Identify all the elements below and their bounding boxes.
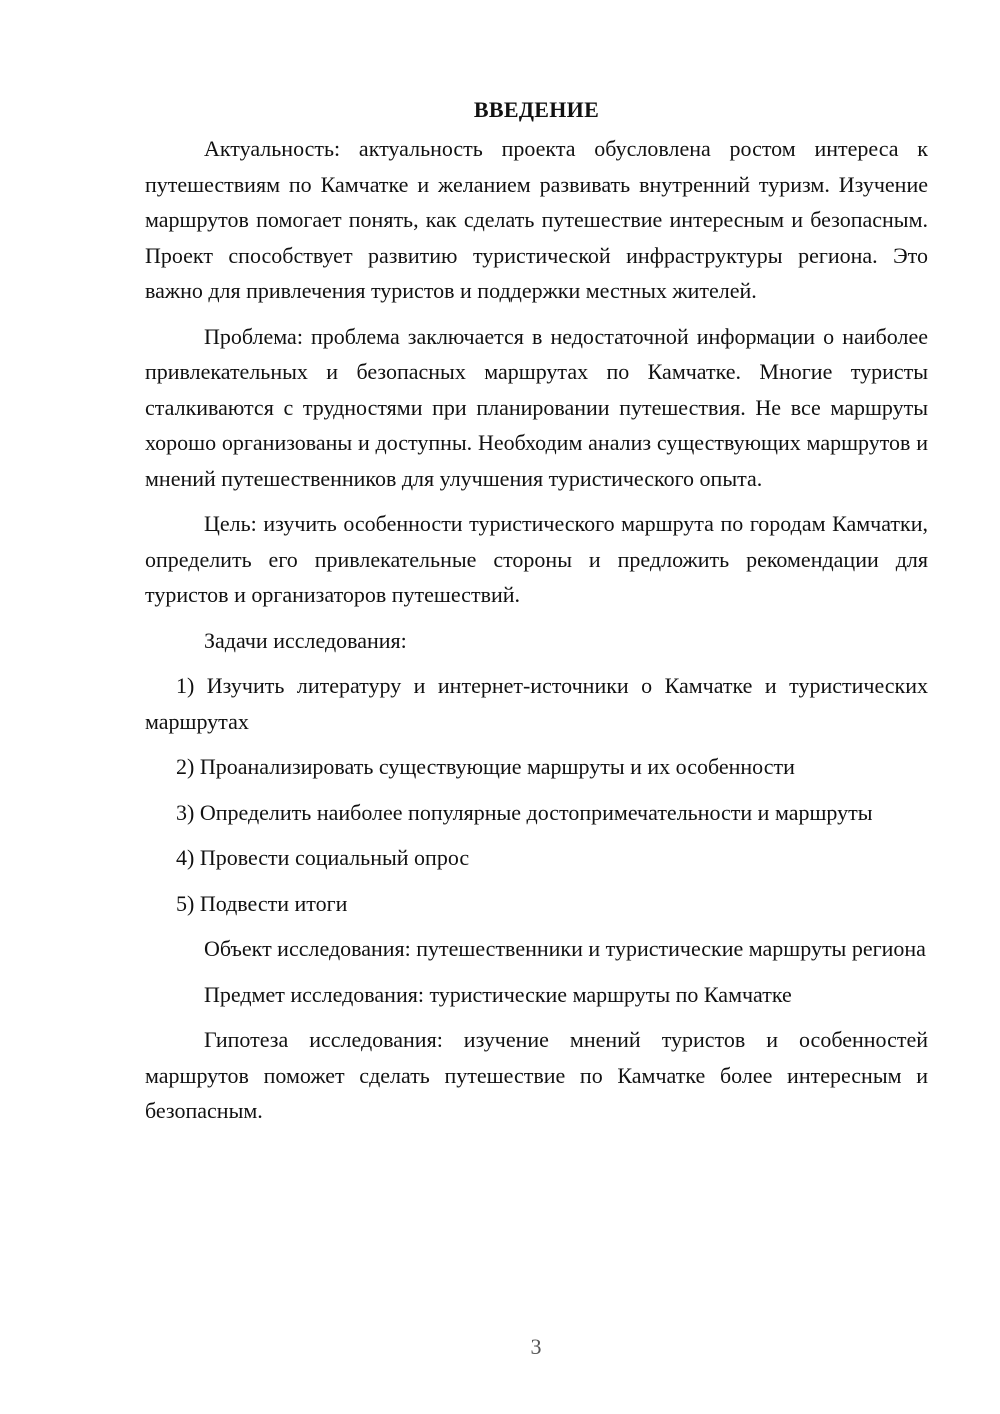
page-body [145, 95, 928, 1139]
task-item-2: 2) Проанализировать существующие маршруты и их особенности [176, 754, 795, 779]
page-title: ВВЕДЕНИЕ [473, 97, 600, 122]
task-item-5: 5) Подвести итоги [176, 890, 348, 916]
object-paragraph: Объект исследования: путешественники и туристические маршруты региона [204, 936, 926, 961]
problem-paragraph: Проблема: проблема заключается в недостаточной информации о наиболее привлекательных и безопасных маршрутах по Камчатке. Многие туристы сталкиваются с трудностями при планировании путешествия. Не все маршруты хорошо организованы и доступны. Необходим анализ существующих маршрутов и мнений путешественников для улучшения туристического опыта. [145, 323, 928, 491]
tasks-heading: Задачи исследования: [204, 627, 407, 653]
hypothesis-paragraph: Гипотеза исследования: изучение мнений туристов и особенностей маршрутов поможет сделать путешествие по Камчатке более интересным и безопасным. [145, 1027, 928, 1123]
task-item-1: 1) Изучить литературу и интернет-источники о Камчатке и туристических маршрутах [145, 673, 928, 734]
page-number: 3 [530, 1334, 542, 1359]
goal-paragraph: Цель: изучить особенности туристического маршрута по городам Камчатки, определить его привлекательные стороны и предложить рекомендации для туристов и организаторов путешествий. [145, 511, 928, 607]
subject-paragraph: Предмет исследования: туристические маршруты по Камчатке [204, 981, 792, 1007]
relevance-paragraph: Актуальность: актуальность проекта обусловлена ростом интереса к путешествиям по Камчатке и желанием развивать внутренний туризм. Изучение маршрутов помогает понять, как сделать путешествие интересным и безопасным. Проект способствует развитию туристической инфраструктуры региона. Это важно для привлечения туристов и поддержки местных жителей. [145, 136, 928, 303]
task-item-3: 3) Определить наиболее популярные достопримечательности и маршруты [176, 799, 873, 825]
task-item-4: 4) Провести социальный опрос [176, 845, 470, 870]
